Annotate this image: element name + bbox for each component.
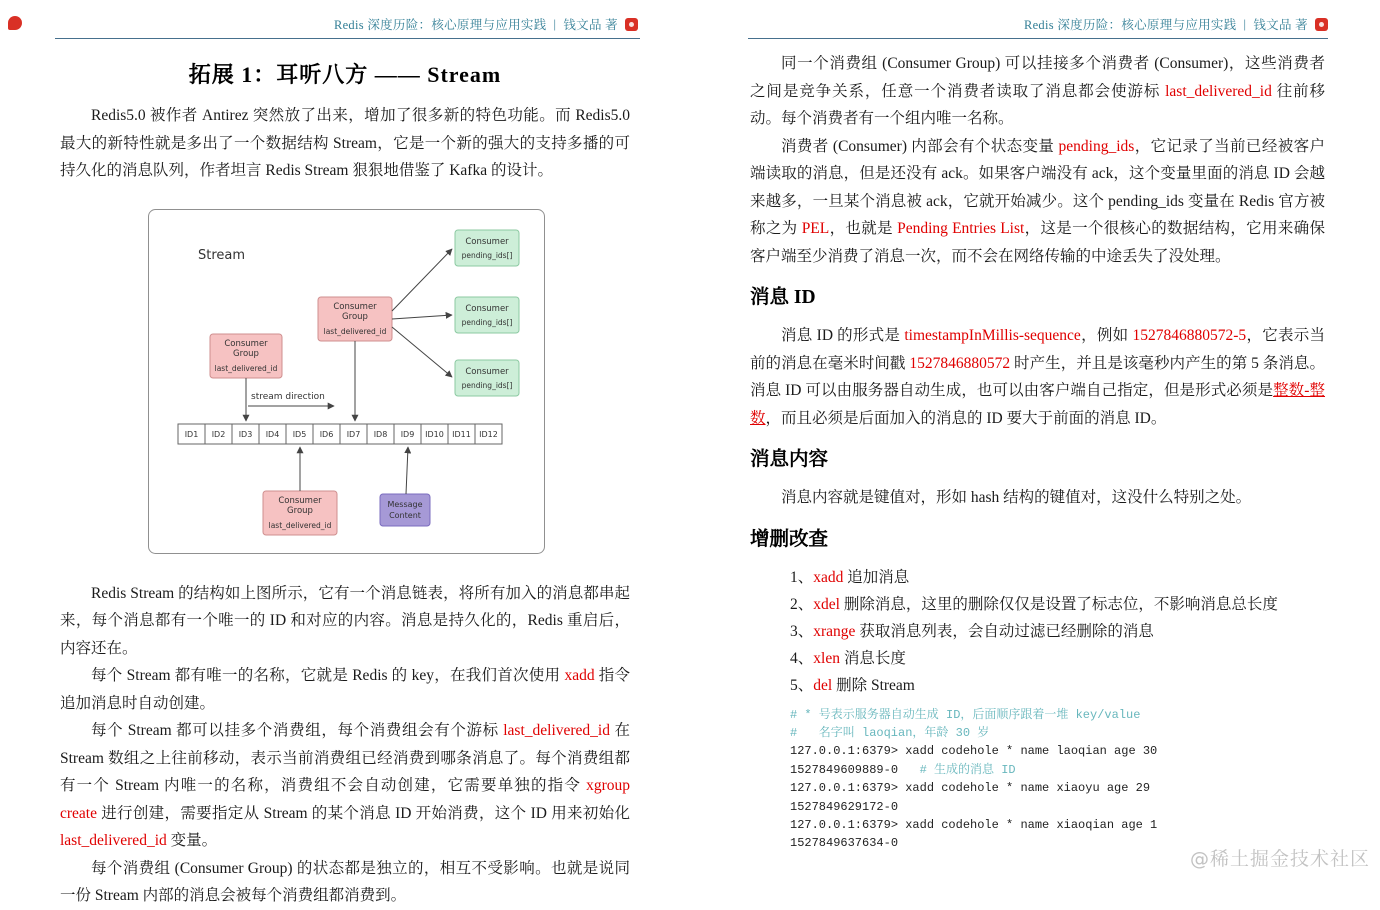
chapter-title: 拓展 1：耳听八方 —— Stream: [188, 62, 502, 87]
corner-logo-icon: [8, 16, 22, 30]
text-segment: 127.0.0.1:6379> xadd codehole * name laoqian age 30: [790, 744, 1158, 759]
consumer-group-box-bottom: [263, 491, 337, 535]
stream-diagram-svg: [148, 209, 545, 554]
text-segment: 往前移动。每个消费者有一个组内唯一名称。: [750, 82, 1325, 127]
list-item-xrange: [750, 618, 1325, 645]
text-segment: ，也就是: [829, 220, 898, 237]
message-content-box: [380, 494, 430, 526]
stream-direction-label: stream direction: [251, 391, 325, 402]
section-heading-message-content: 消息内容: [750, 449, 829, 470]
pending-ids-label: pending_ids[]: [461, 317, 513, 327]
right-page-content: [750, 38, 1325, 853]
header-author: 钱文品 著: [563, 18, 618, 32]
paragraph-pending-ids: [750, 133, 1325, 271]
stream-id-label: ID8: [373, 429, 388, 439]
text-segment: last_delivered_id: [60, 832, 167, 849]
text-segment: 每个 Stream 都可以挂多个消费组，每个消费组会有个游标: [91, 722, 504, 739]
text-segment: 4、: [790, 650, 814, 668]
text-segment: 整数-整数: [750, 382, 1326, 427]
consumer-group-box-left: [210, 334, 282, 378]
section-heading-crud: 增删改查: [750, 528, 829, 550]
message-content-label: Message: [387, 499, 423, 509]
header-book-title: Redis 深度历险：核心原理与应用实践: [1023, 18, 1237, 32]
paragraph-group-state: [60, 855, 630, 910]
stream-id-label: ID7: [346, 429, 361, 439]
text-segment: xadd: [813, 568, 844, 586]
crud-command-list: [750, 564, 1325, 700]
consumer-label: Consumer: [465, 236, 509, 247]
paragraph-stream-name: [60, 662, 630, 717]
pending-ids-label: pending_ids[]: [461, 380, 513, 390]
consumer-box-1: [455, 230, 519, 266]
text-segment: 追加消息: [843, 568, 910, 586]
stream-id-label: ID3: [238, 429, 253, 439]
watermark-text: @稀土掘金技术社区: [1189, 848, 1370, 870]
header-book-title: Redis 深度历险：核心原理与应用实践: [333, 18, 547, 32]
paragraph-message-id: [750, 322, 1325, 432]
text-segment: 1527849609889-0: [790, 762, 920, 777]
paragraph-message-content: [750, 484, 1325, 512]
text-segment: 1527846880572-5: [1132, 327, 1247, 344]
consumer-box-2: [455, 297, 519, 333]
list-item-xdel: [750, 591, 1325, 618]
code-line: [790, 761, 1325, 779]
text-segment: 指令追加消息时自动创建。: [60, 667, 630, 712]
text-segment: 删除消息，这里的删除仅仅是设置了标志位，不影响消息总长度: [839, 595, 1278, 613]
message-content-label: Content: [389, 510, 421, 520]
stream-id-label: ID6: [319, 429, 334, 439]
last-delivered-id-label: last_delivered_id: [323, 326, 387, 336]
text-segment: xadd: [564, 667, 595, 684]
text-segment: 进行创建，需要指定从 Stream 的某个消息 ID 开始消费，这个 ID 用来初始化: [97, 804, 630, 822]
header-separator: |: [553, 16, 557, 31]
left-page-content: [60, 38, 630, 910]
text-segment: last_delivered_id: [1165, 82, 1272, 100]
consumer-group-label: Group: [233, 348, 259, 359]
text-segment: 127.0.0.1:6379> xadd codehole * name xiaoqian age 1: [790, 817, 1158, 832]
publisher-logo-icon: [1315, 18, 1328, 31]
paragraph-intro: [60, 102, 630, 185]
right-page: [690, 0, 1380, 879]
text-segment: 每个 Stream 都有唯一的名称，它就是 Redis 的 key，在我们首次使用: [91, 667, 565, 684]
text-segment: 消息内容就是键值对，形如 hash 结构的键值对，这没什么特别之处。: [781, 489, 1252, 506]
text-segment: ，这是一个很核心的数据结构，它用来确保客户端至少消费了消息一次，而不会在网络传输的中途丢失了没处理。: [750, 220, 1325, 265]
text-segment: # 生成的消息 ID: [919, 762, 1016, 777]
text-segment: 1527849629172-0: [790, 799, 899, 814]
message-content-rect: [380, 494, 430, 526]
text-segment: 1527849637634-0: [790, 836, 899, 851]
code-line: [790, 816, 1325, 834]
stream-id-label: ID11: [452, 429, 471, 439]
text-segment: ，它记录了当前已经被客户端读取的消息，但是还没有 ack。如果客户端没有 ack，这个变量里面的消息 ID 会越来越多，一旦某个消息被 ack，它就开始减少。这个 pending_ids 变量在 Redis 官方被称之为: [750, 137, 1325, 237]
text-segment: 消息长度: [839, 650, 906, 668]
left-page: [0, 0, 690, 904]
text-segment: # * 号表示服务器自动生成 ID，后面顺序跟着一堆 key/value: [790, 707, 1141, 722]
text-segment: 1527846880572: [909, 354, 1011, 372]
consumer-group-label: Consumer: [333, 301, 377, 312]
text-segment: 3、: [790, 622, 814, 640]
text-segment: xdel: [813, 595, 840, 613]
consumer-box-3: [455, 360, 519, 396]
consumer-group-label: Consumer: [224, 338, 268, 349]
consumer-group-label: Consumer: [278, 495, 322, 506]
consumer-group-label: Group: [342, 311, 368, 322]
text-segment: 同一个消费组 (Consumer Group) 可以挂接多个消费者 (Consumer)，这些消费者之间是竞争关系，任意一个消费者读取了消息都会使游标: [750, 55, 1325, 100]
publisher-logo-icon: [625, 18, 638, 31]
text-segment: 2、: [790, 595, 814, 613]
text-segment: ，例如: [1080, 327, 1133, 344]
consumer-rect: [455, 297, 519, 333]
consumer-label: Consumer: [465, 303, 509, 314]
page-header: [1024, 15, 1328, 33]
text-segment: 变量。: [166, 832, 218, 849]
stream-id-label: ID10: [425, 429, 444, 439]
list-item-xadd: [750, 564, 1325, 591]
code-line: [790, 779, 1325, 797]
text-segment: PEL: [801, 220, 830, 237]
code-line: [790, 798, 1325, 816]
text-segment: xgroup create: [60, 777, 630, 822]
text-segment: last_delivered_id: [503, 722, 610, 739]
text-segment: Redis5.0 被作者 Antirez 突然放了出来，增加了很多新的特色功能。而 Redis5.0 最大的新特性就是多出了一个数据结构 Stream，它是一个新的强大的支持多播的可持久化的消息队列，作者坦言 Redis Stream 狠狠地借鉴了 Kafka 的设计。: [60, 107, 630, 179]
code-line: [790, 706, 1325, 724]
paragraph-consumer-group: [60, 717, 630, 855]
list-item-del: [750, 672, 1325, 699]
text-segment: 1、: [790, 568, 814, 586]
text-segment: 时产生，并且是该毫秒内产生的第 5 条消息。消息 ID 可以由服务器自动生成，也可以由客户端自己指定，但是形式必须是: [750, 354, 1325, 399]
text-segment: ，而且必须是后面加入的消息的 ID 要大于前面的消息 ID。: [765, 409, 1167, 427]
text-segment: 在 Stream 数组之上往前移动，表示当前消费组已经消费到哪条消息了。每个消费组都有一个 Stream 内唯一的名称，消费组不会自动创建，它需要单独的指令: [60, 722, 630, 794]
last-delivered-id-label: last_delivered_id: [214, 363, 278, 373]
header-separator: |: [1243, 16, 1247, 31]
code-line: [790, 724, 1325, 742]
last-delivered-id-label: last_delivered_id: [268, 520, 332, 530]
stream-id-label: ID4: [265, 429, 280, 439]
redis-cli-code-block: [750, 706, 1325, 853]
text-segment: 消费者 (Consumer) 内部会有个状态变量: [781, 137, 1059, 155]
text-segment: 消息 ID 的形式是: [781, 327, 905, 344]
text-segment: # 名字叫 laoqian，年龄 30 岁: [790, 725, 990, 740]
consumer-rect: [455, 360, 519, 396]
text-segment: 127.0.0.1:6379> xadd codehole * name xiaoyu age 29: [790, 781, 1151, 796]
text-segment: xlen: [813, 650, 840, 668]
pending-ids-label: pending_ids[]: [461, 250, 513, 260]
stream-id-label: ID9: [400, 429, 415, 439]
header-author: 钱文品 著: [1253, 18, 1308, 32]
section-heading-message-id: 消息 ID: [750, 287, 816, 308]
stream-structure-diagram: [148, 209, 545, 554]
consumer-rect: [455, 230, 519, 266]
stream-id-label: ID1: [184, 429, 199, 439]
text-segment: ，它表示当前的消息在毫米时间戳: [750, 327, 1325, 372]
consumer-group-box-middle: [318, 297, 392, 341]
text-segment: pending_ids: [1058, 137, 1135, 155]
stream-label: Stream: [198, 247, 246, 263]
stream-id-label: ID2: [211, 429, 226, 439]
paragraph-consumers: [750, 50, 1325, 133]
text-segment: Redis Stream 的结构如上图所示，它有一个消息链表，将所有加入的消息都串起来，每个消息都有一个唯一的 ID 和对应的内容。消息是持久化的，Redis 重启后，内容还在。: [60, 584, 630, 657]
text-segment: 5、: [790, 677, 814, 695]
consumer-group-label: Group: [287, 505, 313, 516]
stream-id-label: ID5: [292, 429, 307, 439]
text-segment: 获取消息列表，会自动过滤已经删除的消息: [855, 622, 1154, 640]
text-segment: Pending Entries List: [897, 220, 1025, 237]
page-header: [334, 15, 638, 33]
stream-id-label: ID12: [479, 429, 498, 439]
stream-id-row: [178, 424, 502, 444]
code-line: [790, 742, 1325, 760]
text-segment: del: [813, 677, 833, 695]
text-segment: 删除 Stream: [832, 677, 915, 695]
list-item-xlen: [750, 645, 1325, 672]
text-segment: 每个消费组 (Consumer Group) 的状态都是独立的，相互不受影响。也就是说同一份 Stream 内部的消息会被每个消费组都消费到。: [60, 859, 630, 904]
paragraph-structure: [60, 580, 630, 663]
text-segment: xrange: [813, 622, 856, 640]
consumer-label: Consumer: [465, 366, 509, 377]
text-segment: timestampInMillis-sequence: [904, 327, 1081, 344]
